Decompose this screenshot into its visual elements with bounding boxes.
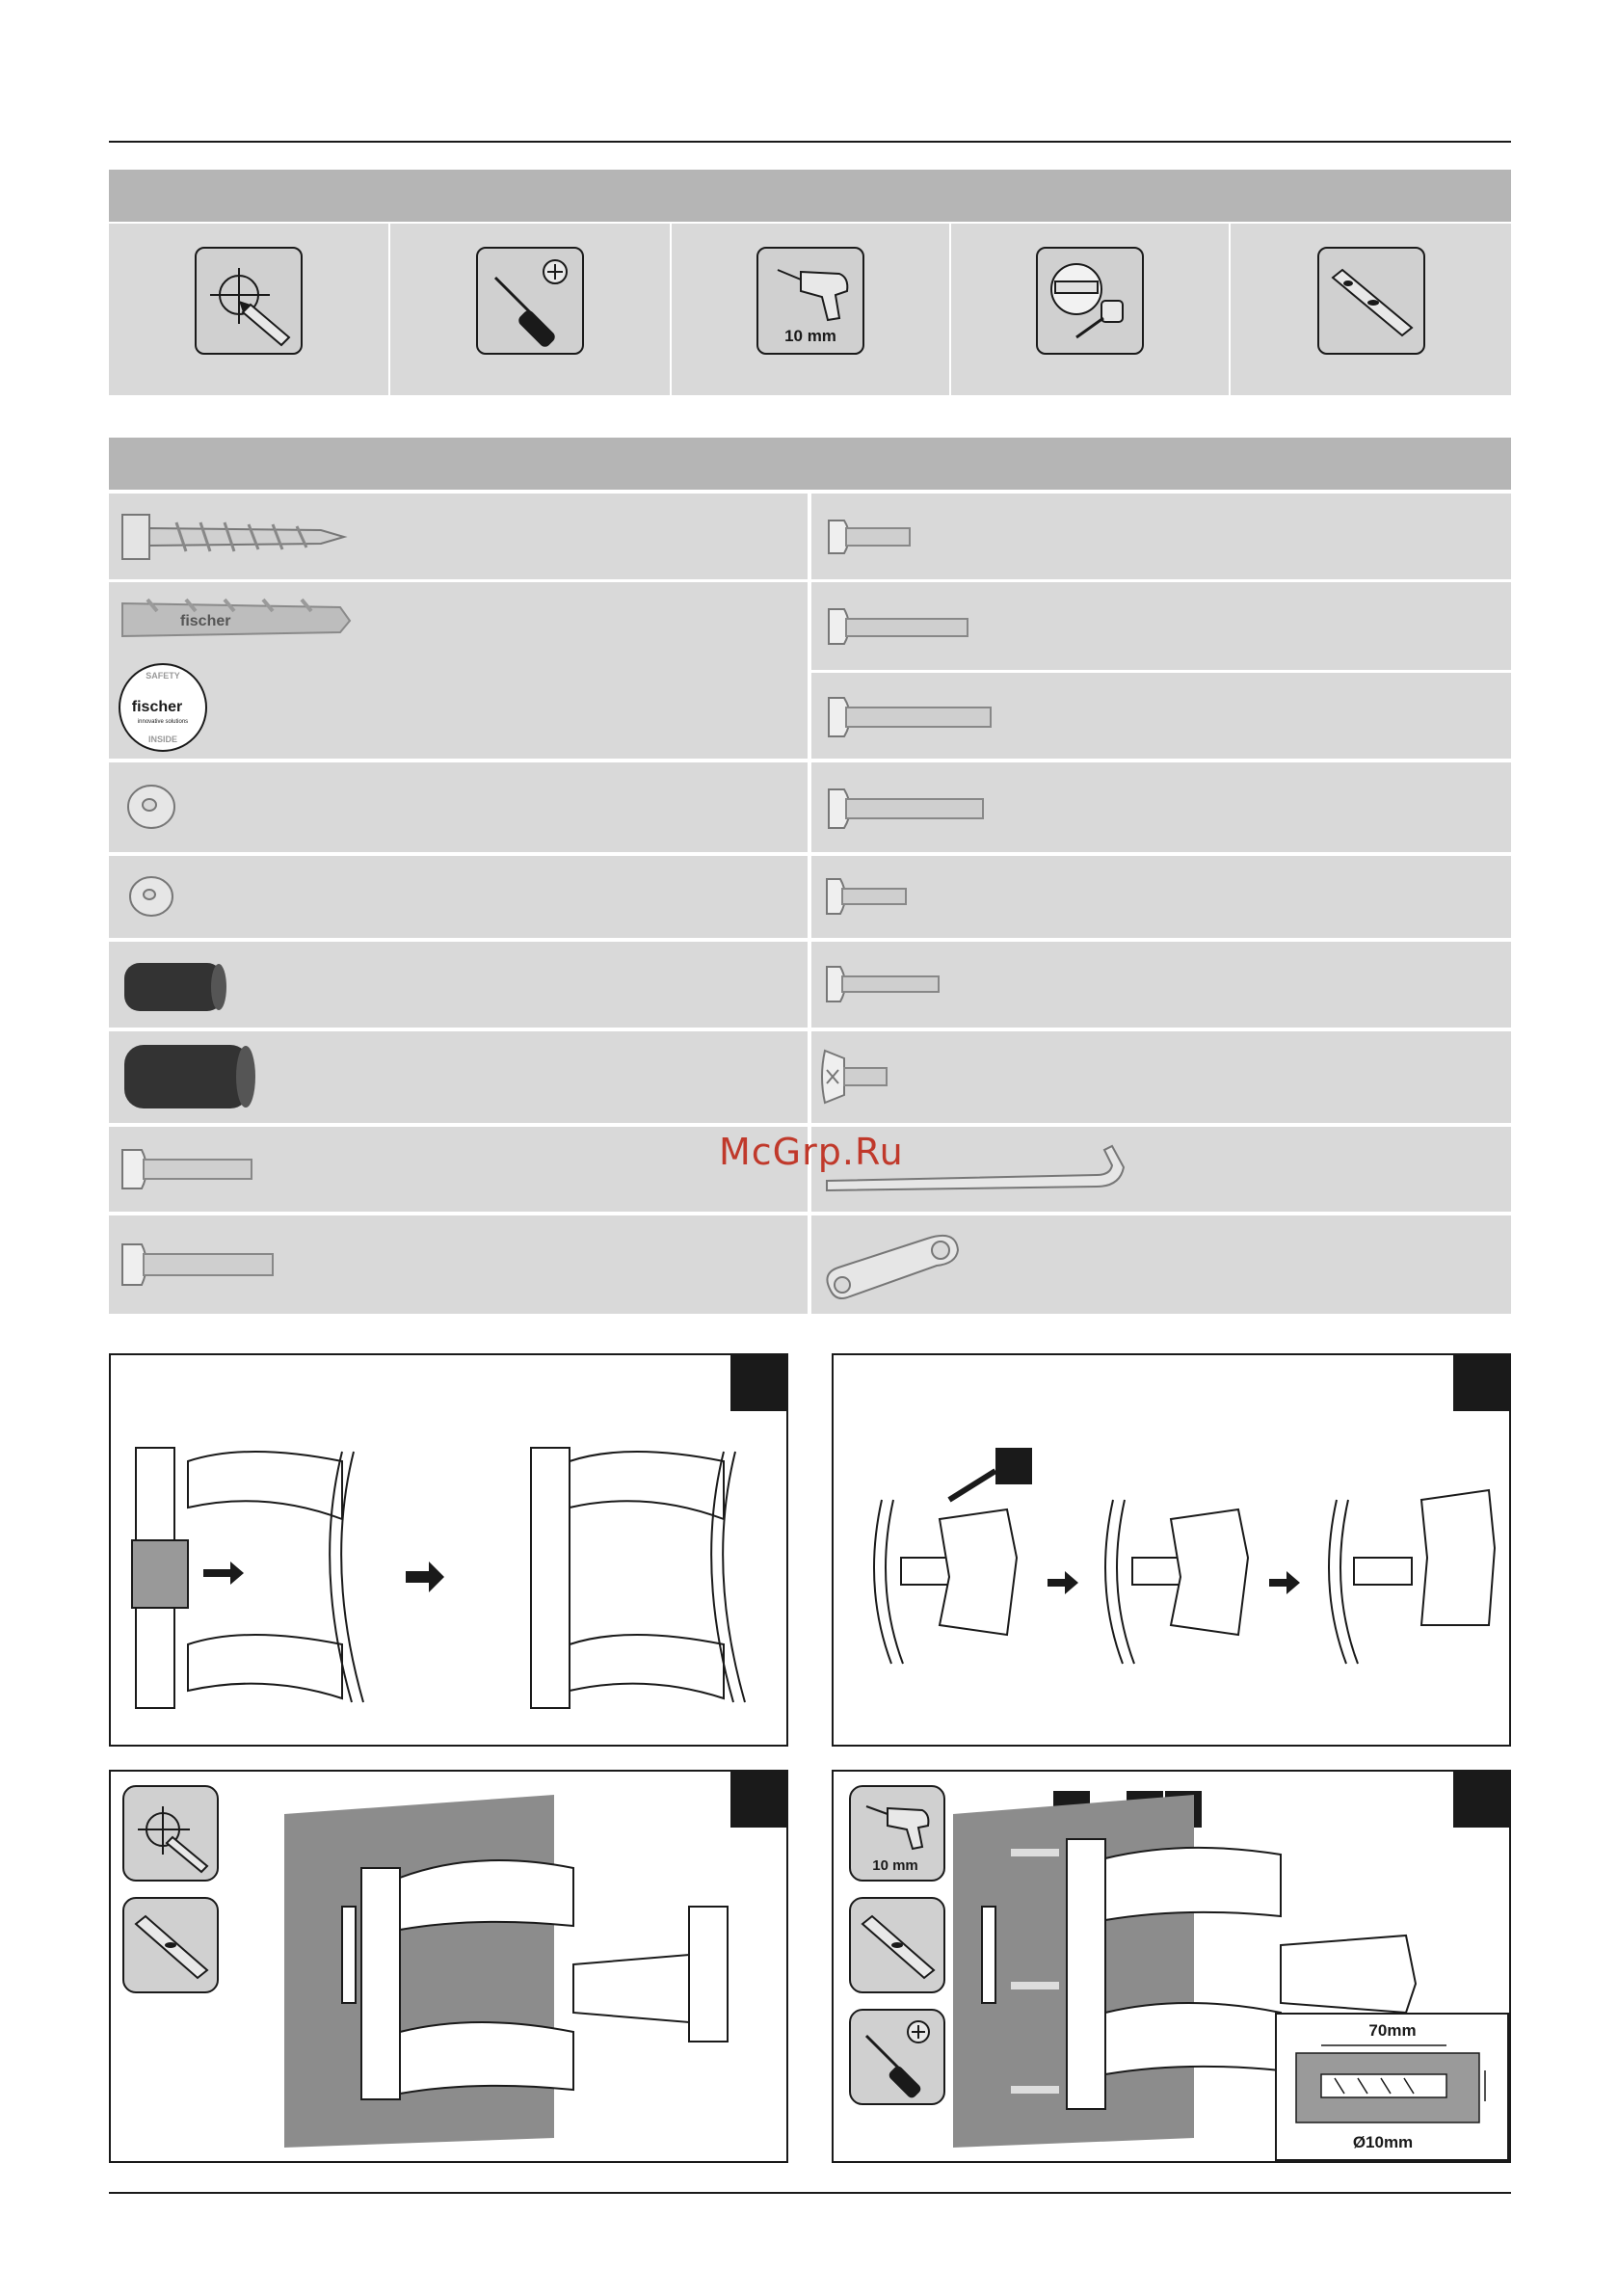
marking-pencil-icon <box>122 1785 219 1882</box>
part-screw-m4-short <box>811 494 1511 579</box>
vesa-stage-2 <box>1105 1500 1248 1664</box>
power-drill-icon <box>756 247 864 355</box>
tool-cell-tape-measure <box>951 224 1229 395</box>
watermark: McGrp.Ru <box>719 1131 904 1173</box>
screw-m4-short-icon <box>811 494 946 579</box>
spacer-install-illustration <box>111 1355 785 1745</box>
part-screw-m6-short <box>811 856 1511 938</box>
power-drill-icon <box>849 1785 945 1882</box>
spacer-short-icon <box>109 942 244 1028</box>
mark-wall-illustration <box>284 1772 785 2157</box>
tool-cell-screwdriver <box>390 224 670 395</box>
screw-m6-long-icon <box>811 762 1004 852</box>
countersunk-screw-icon <box>811 1031 917 1123</box>
washer-small-icon <box>109 856 225 938</box>
part-screw-m5-long <box>811 673 1511 759</box>
step-panel-spacer <box>109 1353 788 1747</box>
vesa-stage-3 <box>1329 1490 1495 1664</box>
phillips-screwdriver-icon <box>476 247 584 355</box>
part-spacer-short <box>109 942 808 1028</box>
fischer-seal-top: SAFETY <box>146 671 180 681</box>
tool-cell-drill <box>672 224 949 395</box>
parts-header-band <box>109 438 1511 490</box>
drill-size-label: 10 mm <box>784 327 836 345</box>
screw-m6-short-icon <box>811 856 946 938</box>
tool-cell-level <box>1231 224 1511 395</box>
drill-depth-detail <box>1275 2013 1509 2161</box>
phillips-screwdriver-icon <box>849 2009 945 2105</box>
fischer-seal-tagline: innovative solutions <box>137 719 189 725</box>
screw-m5-long-icon <box>811 673 1004 759</box>
step-panel-drill-wall <box>832 1770 1511 2163</box>
spirit-level-icon <box>122 1897 219 1993</box>
part-wrench <box>811 1215 1511 1314</box>
vesa-plate-illustration <box>834 1355 1508 1745</box>
part-bolt-long <box>109 1215 808 1314</box>
part-fischer-anchor <box>109 582 808 759</box>
step-panel-mark-wall <box>109 1770 788 2163</box>
tape-measure-icon <box>1036 247 1144 355</box>
wrench-icon <box>811 1215 1004 1314</box>
top-rule <box>109 141 1511 143</box>
bolt-long-icon <box>109 1215 321 1314</box>
part-allen-key <box>811 1127 1511 1212</box>
wood-screw-icon <box>109 494 359 579</box>
part-washer-small <box>109 856 808 938</box>
fischer-seal-bottom: INSIDE <box>147 734 178 744</box>
screw-m6-medium-icon <box>811 942 975 1028</box>
spirit-level-icon <box>1317 247 1425 355</box>
part-screw-m6-long <box>811 762 1511 852</box>
screw-m4-long-icon <box>811 582 985 670</box>
part-countersunk-screw <box>811 1031 1511 1123</box>
part-screw-m4-long <box>811 582 1511 670</box>
marking-pencil-icon <box>195 247 303 355</box>
bolt-short-icon <box>109 1127 302 1212</box>
fischer-anchor-icon <box>109 582 359 759</box>
fischer-anchor-brand: fischer <box>180 613 231 629</box>
spirit-level-icon <box>849 1897 945 1993</box>
vesa-stage-1 <box>874 1471 1017 1664</box>
drill-depth-label: 70mm <box>1368 2021 1417 2040</box>
drill-hole-diagram <box>1277 2015 1508 2159</box>
tool-cell-pencil <box>109 224 388 395</box>
drill-size-label: 10 mm <box>872 1857 918 1874</box>
part-spacer-long <box>109 1031 808 1123</box>
part-wood-screw <box>109 494 808 579</box>
bottom-rule <box>109 2192 1511 2194</box>
washer-large-icon <box>109 762 225 852</box>
part-bolt-short <box>109 1127 808 1212</box>
drill-diameter-label: Ø10mm <box>1352 2133 1414 2151</box>
step-panel-vesa-plate <box>832 1353 1511 1747</box>
part-screw-m6-medium <box>811 942 1511 1028</box>
part-washer-large <box>109 762 808 852</box>
tools-header-band <box>109 170 1511 222</box>
spacer-long-icon <box>109 1031 263 1123</box>
fischer-seal-brand: fischer <box>131 699 183 715</box>
